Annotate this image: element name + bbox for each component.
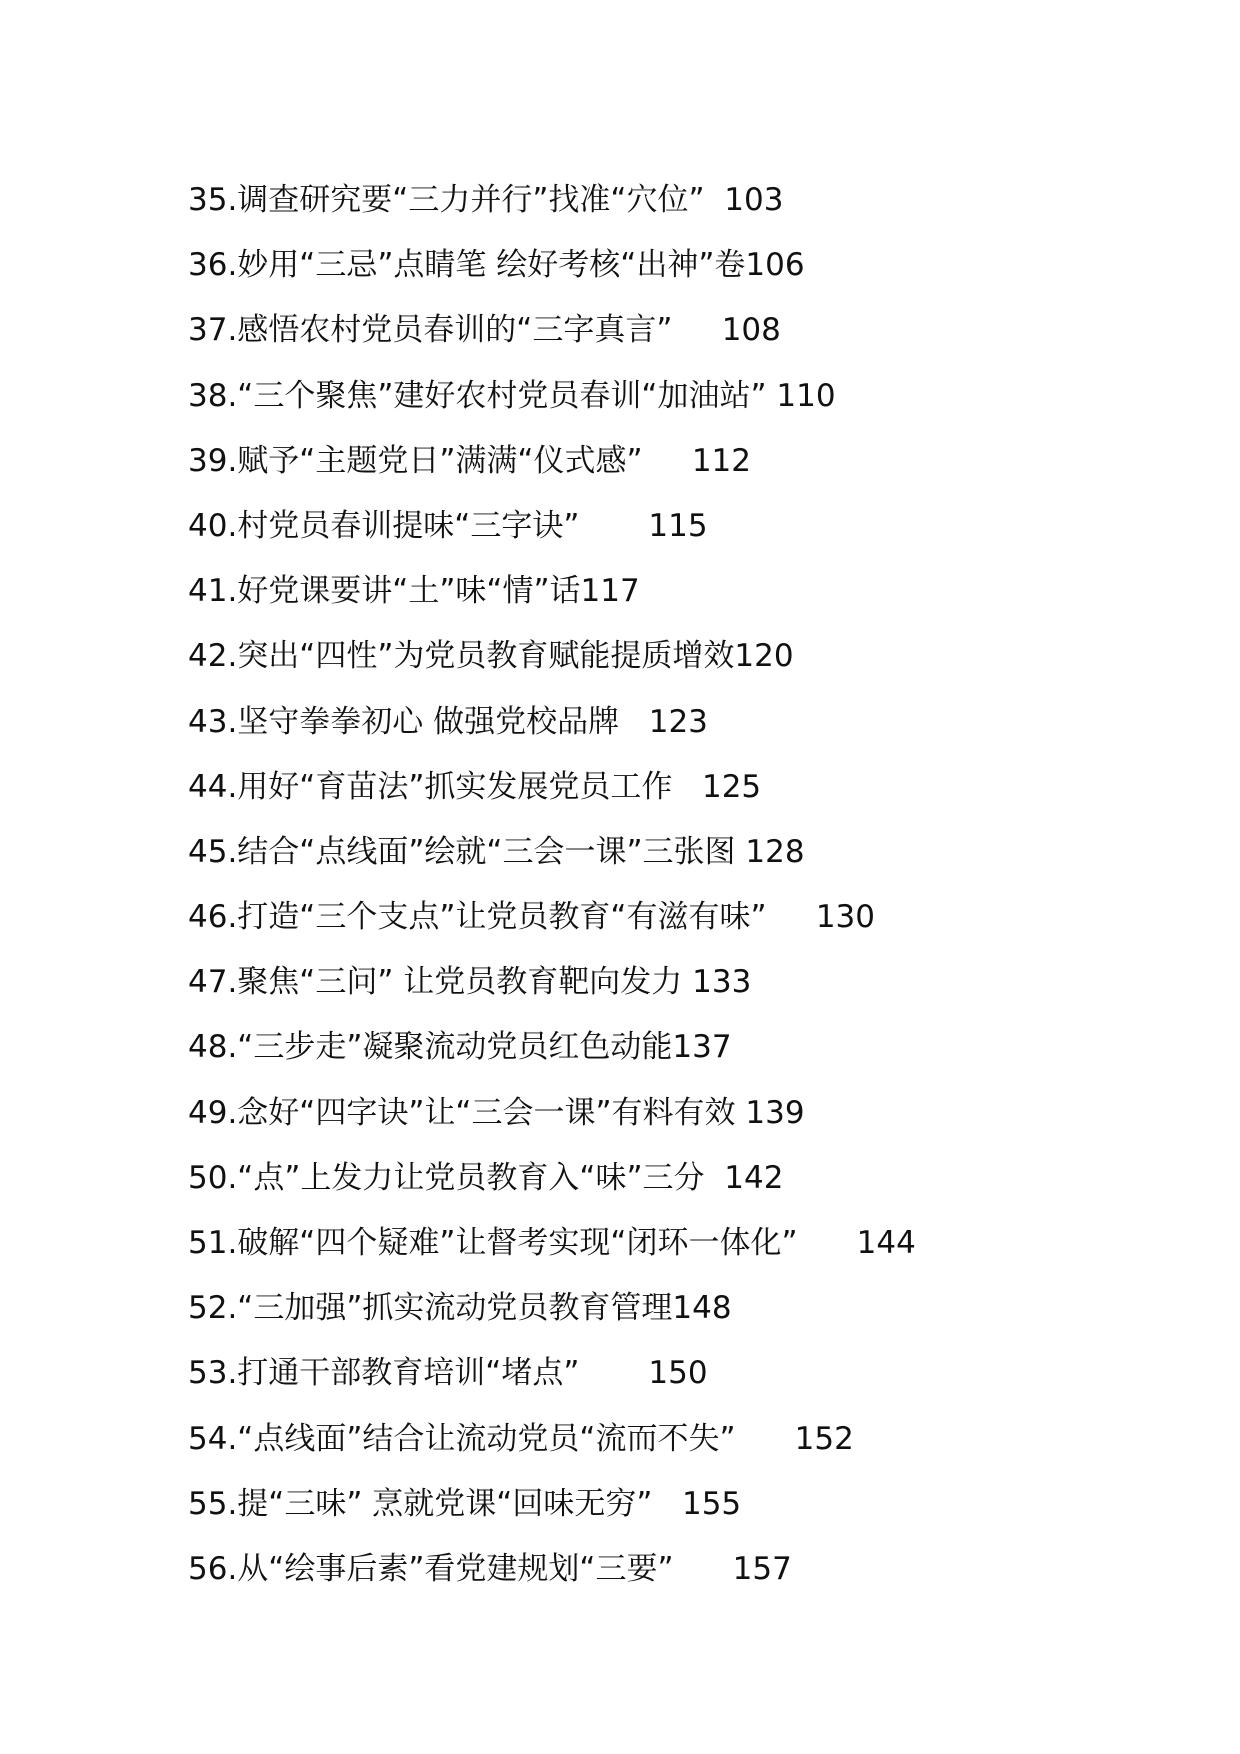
toc-entry-title: 52.“三加强”抓实流动党员教育管理 [188, 1290, 673, 1327]
toc-entry [188, 1341, 1188, 1406]
toc-entry-page-number: 125 [701, 768, 762, 805]
toc-entry [188, 885, 1188, 950]
toc-entry-page-number: 144 [856, 1225, 916, 1261]
toc-entry-gap [619, 704, 649, 740]
toc-entry-page-number: 148 [672, 1290, 732, 1327]
toc-entry-title: 49.念好“四字诀”让“三会一课”有料有效 [188, 1094, 736, 1131]
table-of-contents [188, 168, 1188, 1602]
toc-entry [188, 1537, 1188, 1602]
toc-entry-page-number: 115 [648, 507, 708, 544]
toc-entry-title: 35.调查研究要“三力并行”找准“穴位” [188, 182, 705, 218]
toc-entry [188, 559, 1188, 624]
toc-entry-gap [736, 1421, 795, 1457]
toc-entry-title: 39.赋予“主题党日”满满“仪式感” [188, 442, 643, 479]
toc-entry [188, 298, 1188, 363]
toc-entry-title: 55.提“三味” 烹就党课“回味无穷” [188, 1485, 653, 1522]
toc-entry-page-number: 128 [745, 833, 805, 870]
toc-entry [188, 1146, 1188, 1211]
toc-entry-gap [672, 312, 721, 348]
toc-entry-page-number: 103 [724, 182, 784, 218]
toc-entry [188, 1407, 1188, 1472]
toc-entry-title: 56.从“绘事后素”看党建规划“三要” [188, 1550, 674, 1587]
toc-entry-title: 44.用好“育苗法”抓实发展党员工作 [188, 768, 673, 805]
toc-entry-gap [672, 769, 702, 805]
toc-entry-gap [736, 834, 746, 870]
toc-entry [188, 233, 1188, 298]
toc-entry [188, 690, 1188, 755]
toc-entry-gap [643, 443, 692, 479]
toc-entry-title: 37.感悟农村党员春训的“三字真言” [188, 312, 673, 349]
toc-entry-gap [652, 1486, 682, 1522]
toc-entry [188, 820, 1188, 885]
toc-entry [188, 429, 1188, 494]
toc-entry-page-number: 106 [745, 247, 805, 284]
toc-entry-page-number: 139 [745, 1094, 805, 1131]
toc-entry-title: 41.好党课要讲“土”味“情”话 [188, 573, 581, 610]
toc-entry-page-number: 120 [734, 638, 794, 675]
toc-entry-page-number: 112 [691, 442, 751, 479]
toc-entry-page-number: 137 [672, 1029, 732, 1066]
toc-entry-page-number: 157 [732, 1550, 792, 1587]
toc-entry-title: 47.聚焦“三问” 让党员教育靶向发力 [188, 964, 683, 1001]
toc-entry-page-number: 142 [724, 1159, 784, 1196]
toc-entry-page-number: 123 [648, 703, 708, 740]
toc-entry-page-number: 110 [776, 377, 836, 414]
toc-entry-page-number: 133 [692, 964, 752, 1001]
toc-entry-page-number: 117 [580, 573, 640, 610]
toc-entry-gap [579, 508, 648, 544]
toc-entry [188, 168, 1188, 233]
toc-entry-page-number: 108 [721, 312, 781, 349]
toc-entry-title: 53.打通干部教育培训“堵点” [188, 1355, 580, 1392]
toc-entry [188, 1081, 1188, 1146]
toc-entry-gap [579, 1355, 648, 1391]
toc-entry-gap [682, 964, 692, 1000]
toc-entry-gap [705, 1160, 725, 1196]
toc-entry-page-number: 152 [794, 1420, 854, 1457]
toc-entry-title: 45.结合“点线面”绘就“三会一课”三张图 [188, 833, 736, 870]
toc-entry-title: 54.“点线面”结合让流动党员“流而不失” [188, 1420, 736, 1457]
toc-entry-gap [767, 899, 816, 935]
toc-entry-gap [798, 1225, 857, 1261]
toc-entry-title: 51.破解“四个疑难”让督考实现“闭环一体化” [188, 1225, 798, 1261]
toc-entry [188, 755, 1188, 820]
toc-entry [188, 1211, 1188, 1276]
toc-entry [188, 364, 1188, 429]
toc-entry [188, 1276, 1188, 1341]
toc-entry-gap [674, 1551, 733, 1587]
toc-entry-page-number: 130 [815, 899, 875, 936]
toc-entry-title: 48.“三步走”凝聚流动党员红色动能 [188, 1029, 673, 1066]
toc-entry [188, 950, 1188, 1015]
toc-entry-title: 50.“点”上发力让党员教育入“味”三分 [188, 1159, 705, 1196]
toc-entry-title: 38.“三个聚焦”建好农村党员春训“加油站” [188, 377, 767, 414]
toc-entry-page-number: 150 [648, 1355, 708, 1392]
toc-entry [188, 1015, 1188, 1080]
toc-entry-gap [705, 182, 725, 218]
toc-entry-page-number: 155 [681, 1485, 742, 1522]
toc-entry [188, 494, 1188, 559]
toc-entry-title: 42.突出“四性”为党员教育赋能提质增效 [188, 638, 735, 675]
toc-entry-gap [736, 1095, 746, 1131]
toc-entry-gap [767, 378, 777, 414]
toc-entry-title: 36.妙用“三忌”点睛笔 绘好考核“出神”卷 [188, 247, 746, 284]
toc-entry [188, 624, 1188, 689]
toc-entry-title: 43.坚守拳拳初心 做强党校品牌 [188, 703, 620, 740]
toc-entry [188, 1472, 1188, 1537]
toc-entry-title: 46.打造“三个支点”让党员教育“有滋有味” [188, 899, 767, 936]
toc-entry-title: 40.村党员春训提味“三字诀” [188, 507, 580, 544]
